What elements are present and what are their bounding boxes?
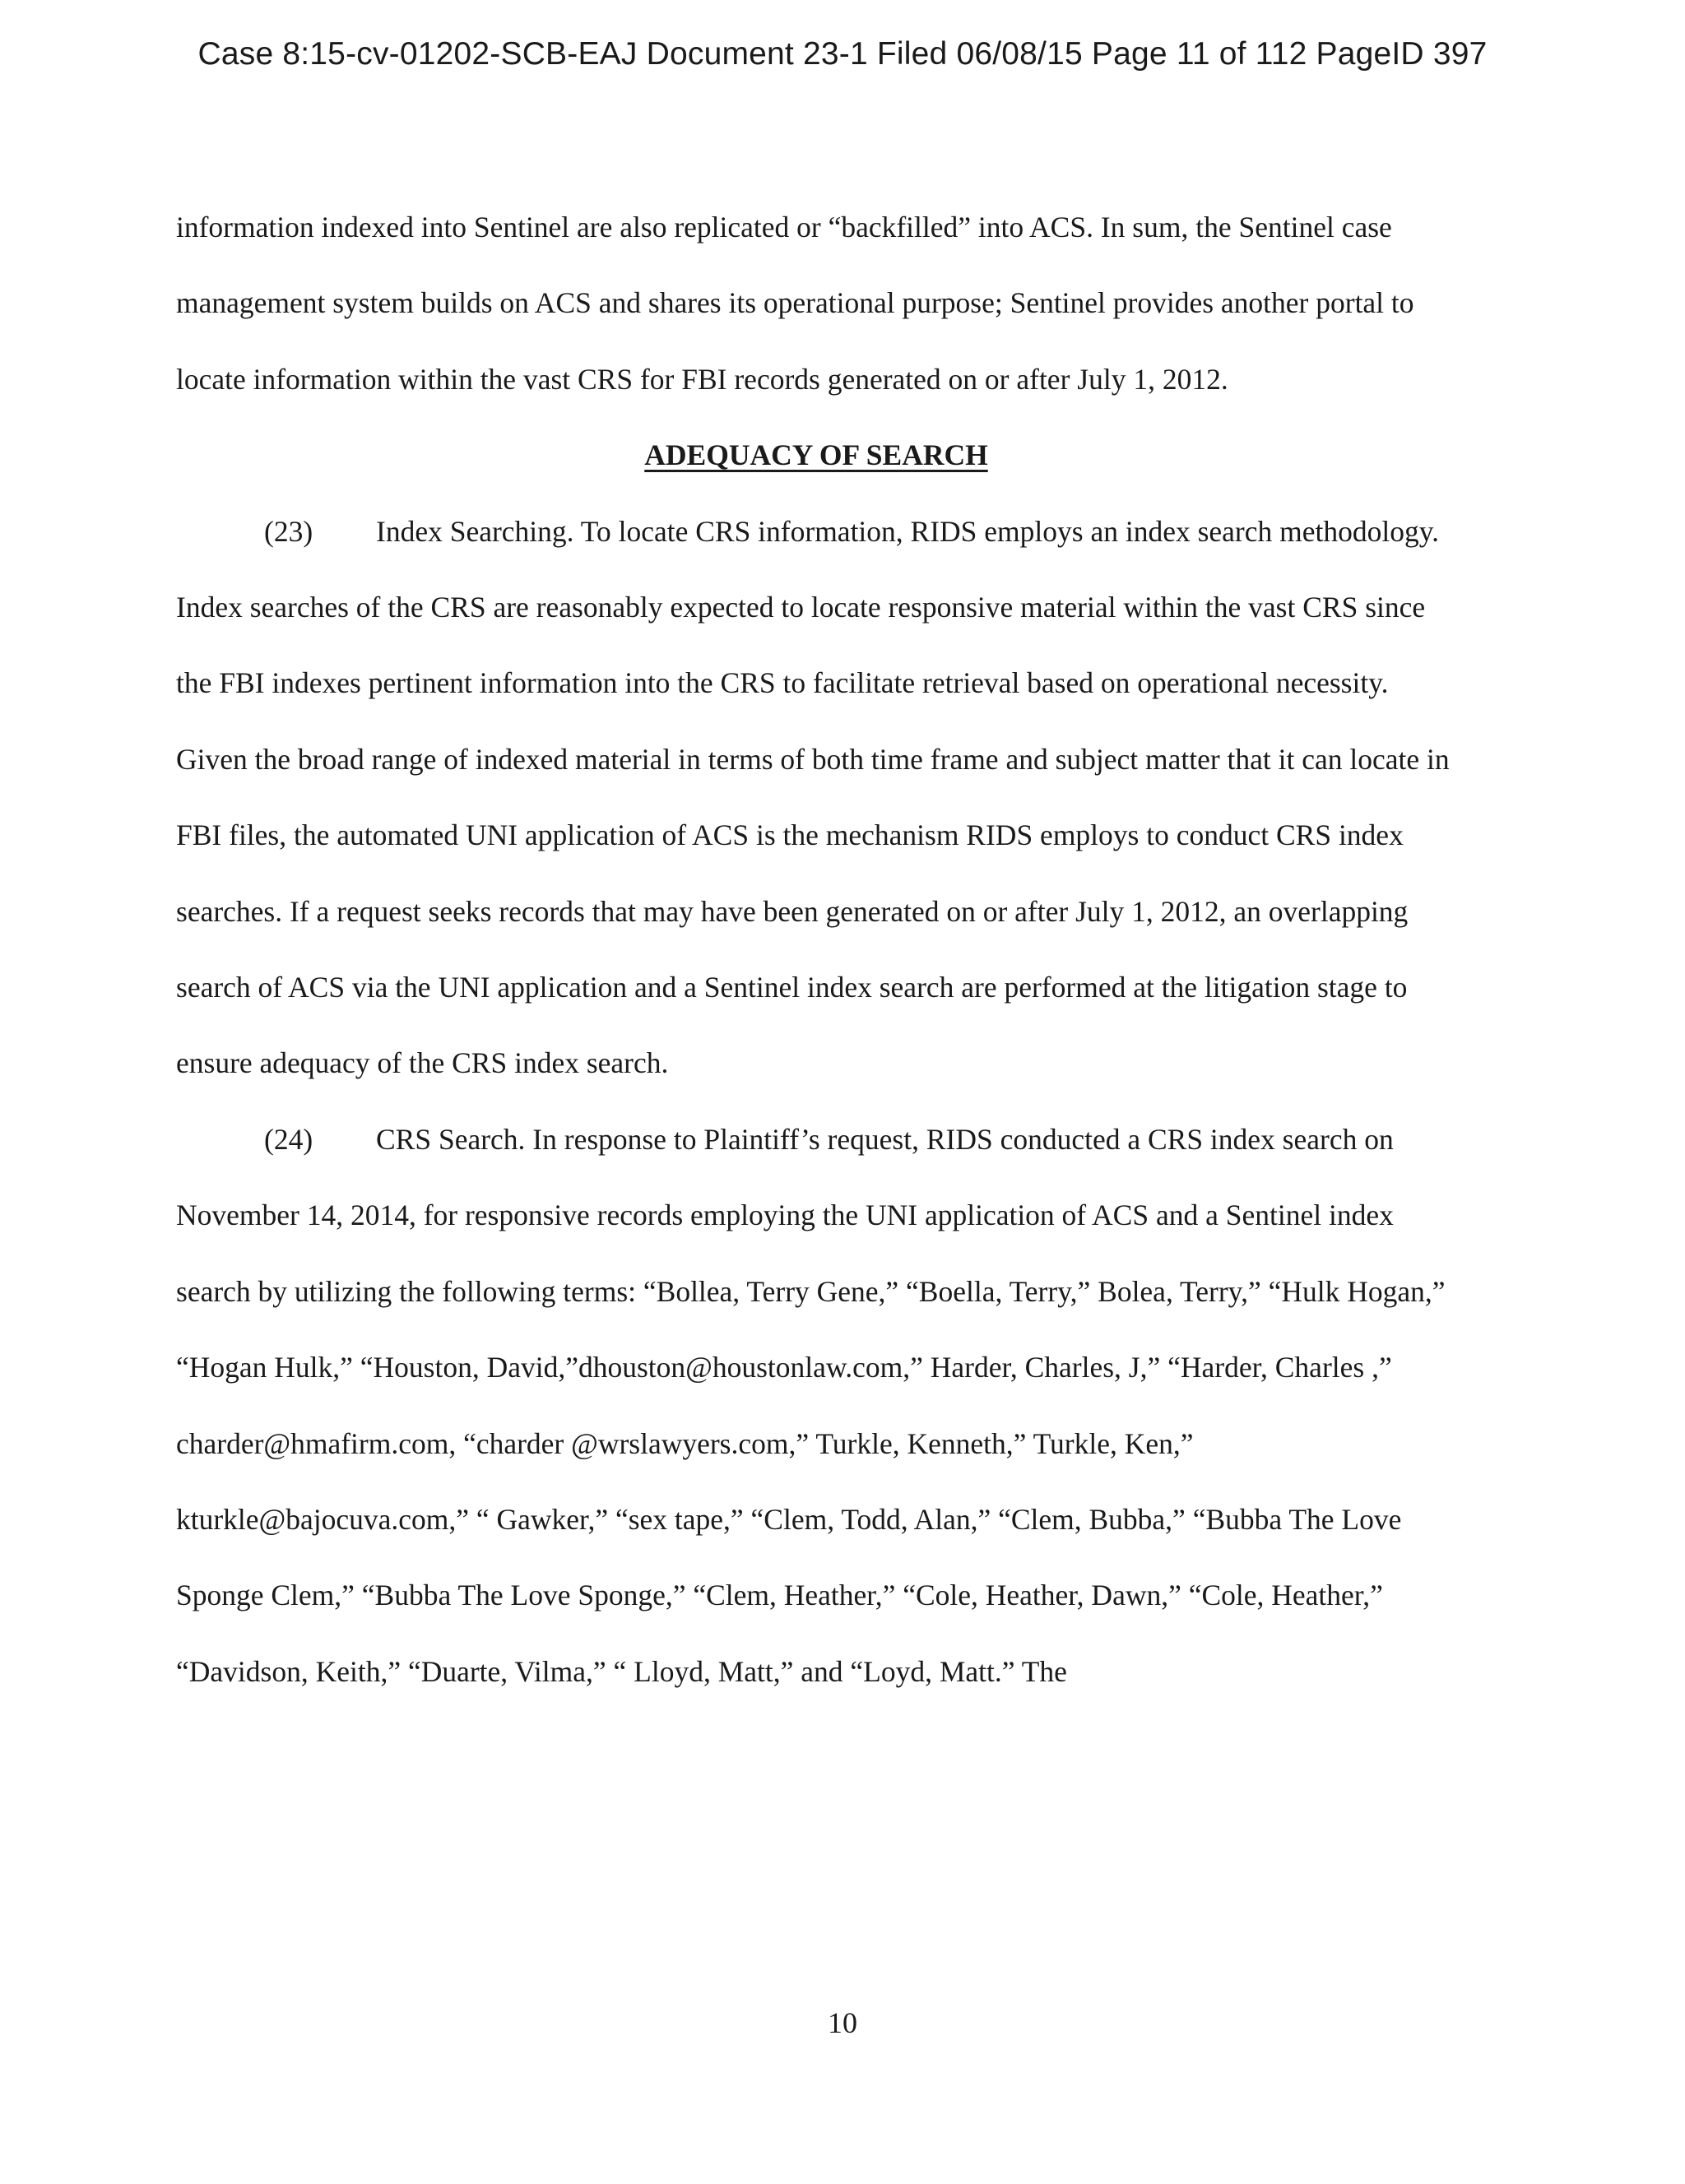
paragraph-number: (24) [264, 1122, 313, 1156]
document-body [176, 189, 1456, 1709]
paragraph-23 [176, 494, 1456, 1101]
paragraph-number: (23) [264, 514, 313, 548]
section-heading: ADEQUACY OF SEARCH [644, 438, 988, 472]
paragraph-text: Index Searching. To locate CRS information, RIDS employs an index search methodology. Index searches of the CRS are reasonably expected to locate responsive material within the vast CRS since the FBI indexes pertinent information into the CRS to facilitate retrieval based on operational necessity. Given the broad range of indexed material in terms of both time frame and subject matter that it can locate in FBI files, the automated UNI application of ACS is the mechanism RIDS employs to conduct CRS index searches. If a request seeks records that may have been generated on or after July 1, 2012, an overlapping search of ACS via the UNI application and a Sentinel index search are performed at the litigation stage to ensure adequacy of the CRS index search. [176, 514, 1450, 1080]
continuation-paragraph: information indexed into Sentinel are also replicated or “backfilled” into ACS. In sum, the Sentinel case management system builds on ACS and shares its operational purpose; Sentinel provides another portal to locate information within the vast CRS for FBI records generated on or after July 1, 2012. [176, 211, 1414, 396]
case-header: Case 8:15-cv-01202-SCB-EAJ Document 23-1 Filed 06/08/15 Page 11 of 112 PageID 397 [197, 36, 1488, 72]
paragraph-text: CRS Search. In response to Plaintiff’s request, RIDS conducted a CRS index search on November 14, 2014, for responsive records employing the UNI application of ACS and a Sentinel index search by utilizing the following terms: “Bollea, Terry Gene,” “Boella, Terry,” Bolea, Terry,” “Hulk Hogan,” “Hogan Hulk,” “Houston, David,”dhouston@houstonlaw.com,” Harder, Charles, J,” “Harder, Charles ,” charder@hmafirm.com, “charder @wrslawyers.com,” Turkle, Kenneth,” Turkle, Ken,” kturkle@bajocuva.com,” “ Gawker,” “sex tape,” “Clem, Todd, Alan,” “Clem, Bubba,” “Bubba The Love Sponge Clem,” “Bubba The Love Sponge,” “Clem, Heather,” “Cole, Heather, Dawn,” “Cole, Heather,” “Davidson, Keith,” “Duarte, Vilma,” “ Lloyd, Matt,” and “Loyd, Matt.” The [176, 1122, 1446, 1688]
page-number: 10 [828, 2006, 857, 2039]
paragraph-24 [176, 1101, 1456, 1709]
